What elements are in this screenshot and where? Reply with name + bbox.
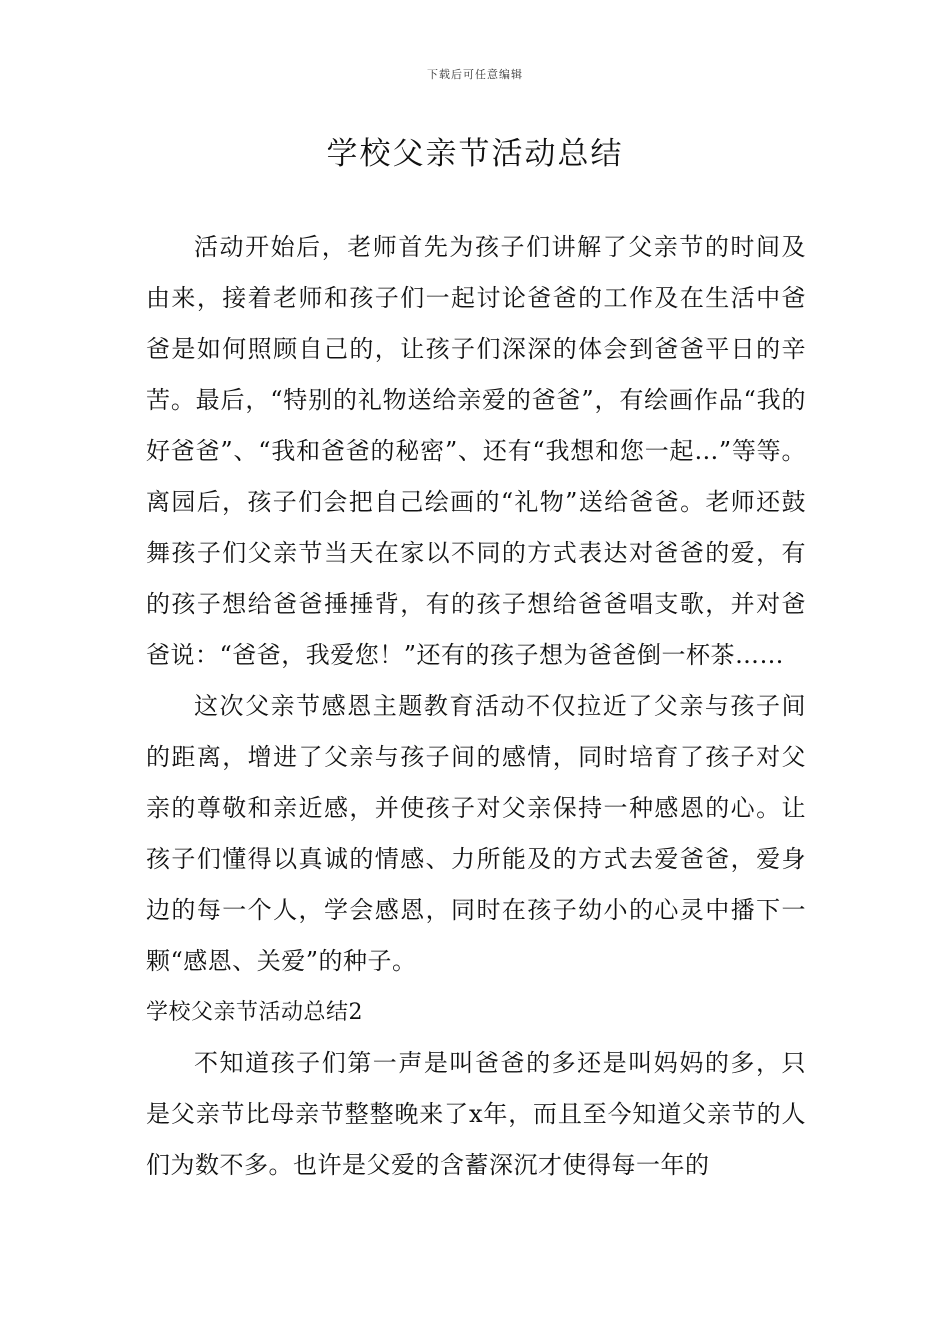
paragraph: 活动开始后，老师首先为孩子们讲解了父亲节的时间及由来，接着老师和孩子们一起讨论爸爸的工作及在生活中爸爸是如何照顾自己的，让孩子们深深的体会到爸爸平日的辛苦。最后，“特别的礼物送给亲爱的爸爸”，有绘画作品“我的好爸爸”、“我和爸爸的秘密”、还有“我想和您一起…”等等。离园后，孩子们会把自己绘画的“礼物”送给爸爸。老师还鼓舞孩子们父亲节当天在家以不同的方式表达对爸爸的爱，有的孩子想给爸爸捶捶背，有的孩子想给爸爸唱支歌，并对爸爸说：“爸爸，我爱您！”还有的孩子想为爸爸倒一杯茶…… [146,233,806,669]
document-body [146,222,806,1191]
paragraph: 不知道孩子们第一声是叫爸爸的多还是叫妈妈的多，只是父亲节比母亲节整整晚来了x年，而且至今知道父亲节的人们为数不多。也许是父爱的含蓄深沉才使得每一年的 [146,1049,806,1179]
document-title: 学校父亲节活动总结 [326,136,624,172]
paragraph: 这次父亲节感恩主题教育活动不仅拉近了父亲与孩子间的距离，增进了父亲与孩子间的感情，同时培育了孩子对父亲的尊敬和亲近感，并使孩子对父亲保持一种感恩的心。让孩子们懂得以真诚的情感、力所能及的方式去爱爸爸，爱身边的每一个人，学会感恩，同时在孩子幼小的心灵中播下一颗“感恩、关爱”的种子。 [146,692,806,975]
section-subheading: 学校父亲节活动总结2 [146,1000,363,1025]
header-note: 下载后可任意编辑 [427,68,523,81]
